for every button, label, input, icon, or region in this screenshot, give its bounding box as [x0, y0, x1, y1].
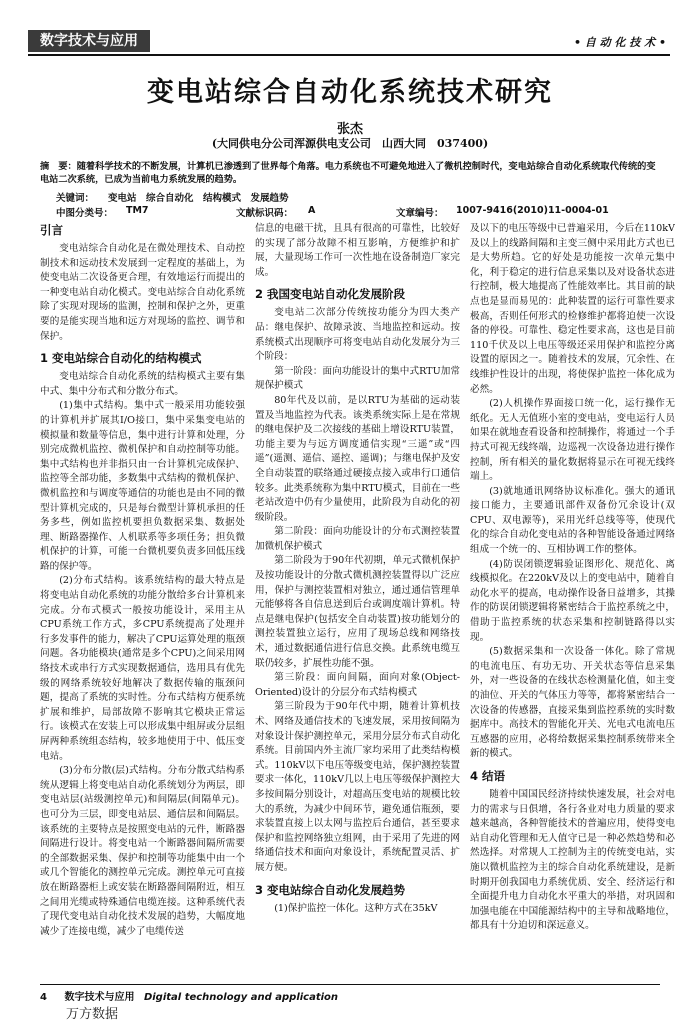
- paragraph: 第二阶段：面向功能设计的分布式测控装置加微机保护模式: [255, 526, 460, 552]
- heading-section-2: 2 我国变电站自动化发展阶段: [255, 287, 406, 302]
- text-column-1: [40, 222, 245, 982]
- section-tag: 数字技术与应用: [28, 30, 150, 52]
- heading-introduction: 引言: [40, 223, 63, 237]
- clc-value: TM7: [126, 205, 149, 216]
- paragraph: (1)保护监控一体化。这种方式在35kV: [274, 902, 438, 914]
- article-title: 变电站综合自动化系统技术研究: [147, 77, 553, 108]
- paragraph: 第三阶段为于90年代中期，随着计算机技术、网络及通信技术的飞速发展，采用按间隔为对象设计保护测控单元，采用分层分布式自动化系统。目前国内外主流厂家均采用了此类结构模式。110kV以下电压等级变电站，保护测控装置要求一体化，110kV几以上电压等级保护测控大多按间隔分别设计，对超高压变电站的规模比较大的系统，为减少中间环节，避免通信瓶颈，要求装置直接上以太网与监控后台通信，甚至要求保护和监控网络独立组网，由于采用了先进的网络通信技术和面向对象设计，系统配置灵活、扩展方便。: [255, 701, 460, 873]
- text-column-2: [255, 222, 460, 982]
- source-watermark: 万方数据: [66, 1007, 119, 1022]
- paragraph: 随着中国国民经济持续快速发展，社会对电力的需求与日俱增，各行各业对电力质量的要求越来越高，各种智能技术的普遍应用，使得变电站自动化管理和无人值守已是一种必然趋势和必然选择。对常规人工控制为主的传统变电站，实施以微机监控为主的综合自动化系统建设，是新时期开创我国电力系统优质、安全、经济运行和全面提升电力自动化水平重大的举措，对巩固和加强电能在中国能源结构中的主导和战略地位，都具有十分迫切和深远意义。: [470, 788, 675, 932]
- keywords-label: 关键词：: [56, 193, 95, 204]
- paragraph: (1)集中式结构。集中式一般采用功能较强的计算机并扩展其I/O接口，集中采集变电站的模拟量和数量等信息，集中进行计算和处理，分别完成微机监控、微机保护和自动控制等功能。集中式结构也并非指只由一台计算机完成保护、监控等全部功能，多数集中式结构的微机保护、微机监控和与调度等通信的功能也是由不同的微型计算机完成的，只是每台微型计算机承担的任务多些，例如监控机要担负数据采集、数据处理、断路器操作、人机联系等多项任务；担负微机保护的计算，可能一台微机要负责多回低压线路的保护等。: [40, 400, 245, 572]
- heading-section-4: 4 结语: [470, 768, 506, 783]
- paragraph: 变电站综合自动化是在微处理技术、自动控制技术和远动技术发展到一定程度的基础上，为使变电站二次设备更合理，有效地运行而提出的一种变电站自动化模式。变电站综合自动化系统除了实现对现场的监测，控制和保护之外，更重要的是能实现当地和远方对现场的监控、调节和保护。: [40, 243, 245, 342]
- paragraph: (4)防误闭锁逻辑验证图形化、规范化、离线模拟化。在220kV及以上的变电站中，随着自动化水平的提高，电动操作设备日益增多，其操作的防误闭锁逻辑将紧密结合于监控系统之中，借助于监控系统的状态采集和控制链路得以实现。: [470, 558, 675, 643]
- paragraph: 80年代及以前，是以RTU为基础的远动装置及当地监控为代表。该类系统实际上是在常规的继电保护及二次接线的基础上增设RTU装置，功能主要为与远方调度通信实现“三遥”或“四遥”(遥测、遥信、遥控、遥调)；与继电保护及安全自动装置的联络通过硬接点接入或串行口通信较多。此类系统称为集中RTU模式，目前在一些老站改造中仍有少量使用，此阶段为自动化的初级阶段。: [255, 394, 460, 523]
- doc-code-value: A: [308, 205, 316, 216]
- page-footer: [40, 984, 660, 1003]
- paragraph: 信息的电磁干扰，且具有很高的可靠性，比较好的实现了部分故障不相互影响，方便维护和扩展，大量现场工作可一次性地在设备制造厂家完成。: [255, 223, 460, 278]
- abstract-label: 摘 要：: [40, 161, 77, 172]
- paragraph: 变电站二次部分传统按功能分为四大类产品：继电保护、故障录波、当地监控和远动。按系统模式出现顺序可将变电站自动化发展分为三个阶段：: [255, 307, 460, 363]
- paragraph: (3)就地通讯网络协议标准化。强大的通讯接口能力，主要通讯部件双备份冗余设计(双CPU、双电源等)，采用光纤总线等等，使现代化的综合自动化变电站的各种智能设备通过网络组成一个统一的、互相协调工作的整体。: [470, 485, 675, 556]
- article-no-value: 1007-9416(2010)11-0004-01: [456, 205, 609, 216]
- abstract-block: [40, 160, 660, 186]
- abstract-text: 随着科学技术的不断发展，计算机已渗透到了世界每个角落。电力系统也不可避免地进入了微机控制时代，变电站综合自动化系统取代传统的变电站二次系统，已成为当前电力系统发展的趋势。: [40, 161, 656, 185]
- running-header: [28, 30, 670, 56]
- journal-name-en: Digital technology and application: [143, 992, 339, 1003]
- clc-label: 中图分类号：: [56, 208, 114, 219]
- heading-section-1: 1 变电站综合自动化的结构模式: [40, 351, 202, 366]
- paragraph: 及以下的电压等级中已普遍采用，今后在110kV及以上的线路间隔和主变三侧中采用此方式也已是大势所趋。它的好处是功能按一次单元集中化，利于稳定的进行信息采集以及对设备状态进行控制，极大地提高了性能效率比。其目前的缺点也是显而易见的：此种装置的运行可靠性要求极高，否则任何形式的检修维护都将迫使一次设备的停役。可靠性、稳定性要求高，这也是目前110千伏及以上电压等级还采用保护和监控分离设置的原因之一。随着技术的发展，冗余性、在线维护性设计的出现，将使保护监控一体化成为必然。: [470, 223, 675, 395]
- paragraph: 变电站综合自动化系统的结构模式主要有集中式、集中分布式和分散分布式。: [40, 371, 245, 397]
- keywords-value: 变电站 综合自动化 结构模式 发展趋势: [108, 193, 289, 204]
- paragraph: 第一阶段：面向功能设计的集中式RTU加常规保护模式: [255, 365, 460, 392]
- paragraph: (3)分布分散(层)式结构。分布分散式结构系统从逻辑上将变电站自动化系统划分为两层，即变电站层(站级测控单元)和间隔层(间隔单元)。也可分为三层，即变电站层、通信层和间隔层。该系统的主要特点是按照变电站的元件，断路器间隔进行设计。将变电站一个断路器间隔所需要的全部数据采集、保护和控制等功能集中由一个或几个智能化的测控单元完成。测控单元可直接放在断路器柜上或安装在断路器间隔附近，相互之间用光缆或特殊通信电缆连接。这种系统代表了现代变电站自动化技术发展的趋势，大幅度地减少了连接电缆，减少了电缆传送: [40, 765, 245, 937]
- page-number: 4: [40, 992, 47, 1003]
- heading-section-3: 3 变电站综合自动化发展趋势: [255, 882, 406, 897]
- author-affiliation: (大同供电分公司浑源供电支公司 山西大同 037400): [211, 137, 489, 150]
- paragraph: 第二阶段为于90年代初期，单元式微机保护及按功能设计的分散式微机测控装置得以广泛应用，保护与测控装置相对独立，通过通信管理单元能够将各自信息送到后台或调度端计算机。特点是继电保护(包括安全自动装置)按功能划分的测控装置独立运行，应用了现场总线和网络技术，通过数据通信进行信息交换。此系统电缆互联仍较多，扩展性功能不强。: [255, 555, 460, 669]
- paragraph: (5)数据采集和一次设备一体化。除了常规的电流电压、有功无功、开关状态等信息采集外，对一些设备的在线状态检测量化值，如主变的油位、开关的气体压力等等，都将紧密结合一次设备的传感器，直接采集到监控系统的实时数据库中。高技术的智能化开关、光电式电流电压互感器的应用，必将给数据采集控制系统带来全新的模式。: [470, 646, 675, 760]
- journal-name-cn: 数字技术与应用: [64, 992, 135, 1003]
- paragraph: (2)人机操作界面接口统一化，运行操作无纸化。无人无值班小室的变电站，变电运行人员如果在就地查看设备和控制操作，将通过一个手持式可视无线终端，边巡视一次设备边进行操作控制，所有相关的量化数据将显示在可视无线终端上。: [470, 398, 675, 483]
- doc-code-label: 文献标识码：: [236, 208, 294, 219]
- paragraph: 第三阶段：面向间隔，面向对象(Object-Oriented)设计的分层分布式结构模式: [255, 672, 460, 698]
- journal-category-tag: • 自 动 化 技 术 •: [573, 36, 666, 49]
- author-name: 张杰: [336, 122, 363, 137]
- article-no-label: 文章编号：: [396, 208, 444, 219]
- paragraph: (2)分布式结构。该系统结构的最大特点是将变电站自动化系统的功能分散给多台计算机来完成。分布式模式一般按功能设计，采用主从CPU系统工作方式，多CPU系统提高了处理并行多发事件的能力，解决了CPU运算处理的瓶颈问题。各功能模块(通常是多个CPU)之间采用网络技术或串行方式实现数据通信，选用具有优先级的网络系统较好地解决了数据传输的瓶颈问题，提高了系统的实时性。分布式结构方便系统扩展和维护，局部故障不影响其它模块正常运行。该模式在安装上可以形成集中组屏或分层组屏两种系统组态结构，较多地使用于中、低压变电站。: [40, 575, 245, 762]
- text-column-3: [470, 222, 675, 982]
